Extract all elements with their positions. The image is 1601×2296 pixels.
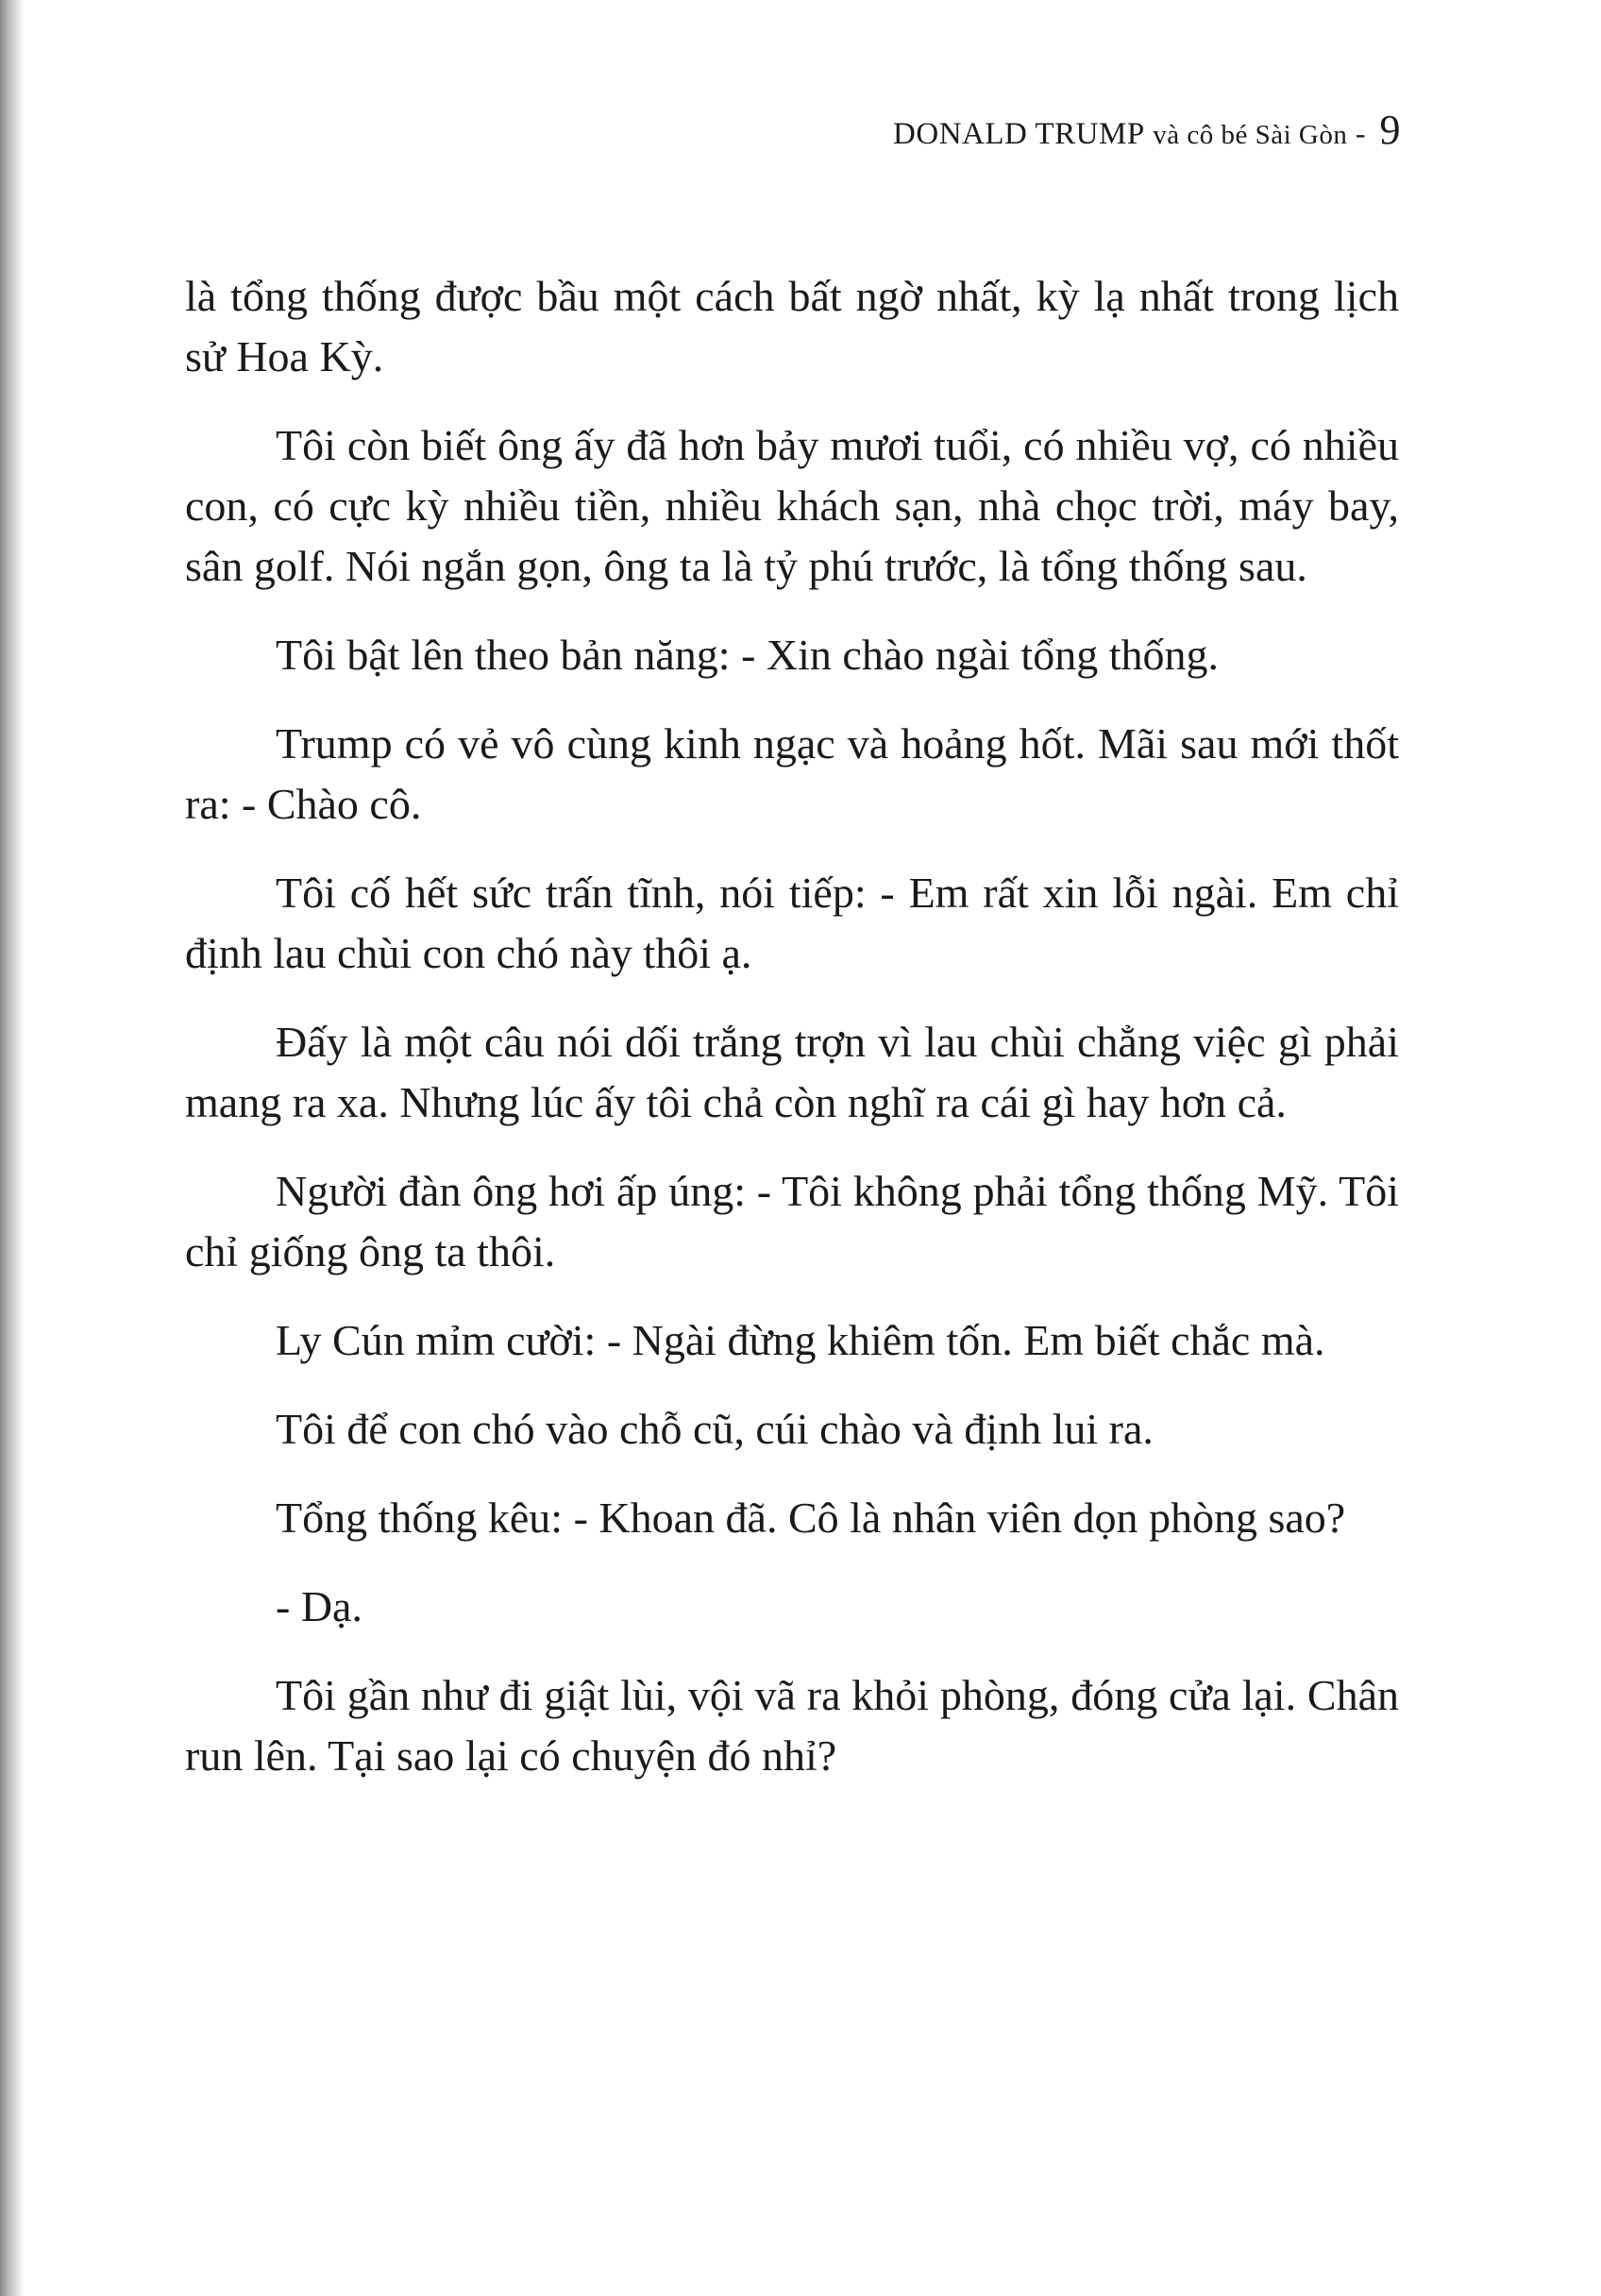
page-number: 9 <box>1379 107 1401 153</box>
paragraph: Tổng thống kêu: - Khoan đã. Cô là nhân viên dọn phòng sao? <box>276 1494 1346 1542</box>
paragraph: Trump có vẻ vô cùng kinh ngạc và hoảng hốt. Mãi sau mới thốt ra: - Chào cô. <box>185 719 1399 828</box>
paragraph: Tôi bật lên theo bản năng: - Xin chào ngài tổng thống. <box>276 631 1219 679</box>
paragraph: Tôi cố hết sức trấn tĩnh, nói tiếp: - Em rất xin lỗi ngài. Em chỉ định lau chùi con chó này thôi ạ. <box>185 869 1399 977</box>
paragraph: Ly Cún mỉm cười: - Ngài đừng khiêm tốn. Em biết chắc mà. <box>276 1316 1325 1364</box>
paragraph: là tổng thống được bầu một cách bất ngờ nhất, kỳ lạ nhất trong lịch sử Hoa Kỳ. <box>185 272 1399 380</box>
paragraph: Tôi còn biết ông ấy đã hơn bảy mươi tuổi, có nhiều vợ, có nhiều con, có cực kỳ nhiều tiền, nhiều khách sạn, nhà chọc trời, máy bay, sân golf. Nói ngắn gọn, ông ta là tỷ phú trước, là tổng thống sau. <box>185 421 1399 590</box>
paragraph: Tôi để con chó vào chỗ cũ, cúi chào và định lui ra. <box>276 1405 1154 1453</box>
book-spine-shadow <box>0 0 25 2296</box>
body-text <box>185 266 1399 1815</box>
paragraph: Đấy là một câu nói dối trắng trợn vì lau chùi chẳng việc gì phải mang ra xa. Nhưng lúc ấy tôi chả còn nghĩ ra cái gì hay hơn cả. <box>185 1018 1399 1126</box>
header-separator: - <box>1355 116 1366 150</box>
paragraph: Người đàn ông hơi ấp úng: - Tôi không phải tổng thống Mỹ. Tôi chỉ giống ông ta thôi. <box>185 1167 1399 1275</box>
paragraph: - Dạ. <box>276 1582 362 1630</box>
book-title: DONALD TRUMP <box>893 117 1145 151</box>
book-subtitle: và cô bé Sài Gòn <box>1153 120 1348 150</box>
paragraph: Tôi gần như đi giật lùi, vội vã ra khỏi phòng, đóng cửa lại. Chân run lên. Tại sao lại có chuyện đó nhỉ? <box>185 1671 1399 1780</box>
running-header <box>893 106 1401 154</box>
